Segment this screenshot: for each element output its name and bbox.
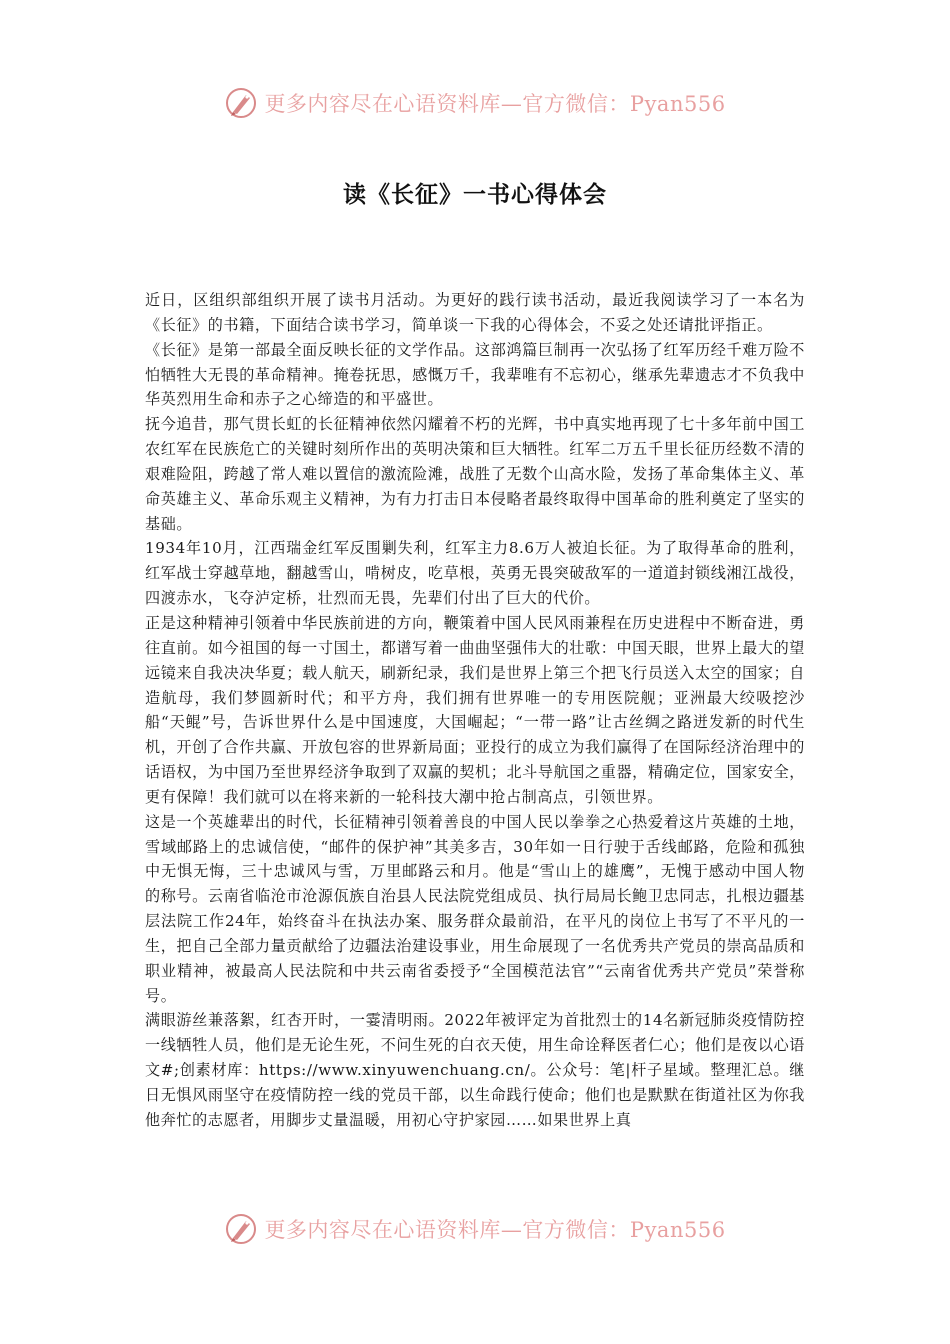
paragraph-7: 满眼游丝兼落絮，红杏开时，一霎清明雨。2022年被评定为首批烈士的14名新冠肺炎疫情防控一线牺牲人员，他们是无论生死，不问生死的白衣天使，用生命诠释医者仁心；他们是夜以心语文#;创素材库：https://www.xinyuwenchuang.cn/。公众号：笔|杆子星域。整理汇总。继日无惧风雨坚守在疫情防控一线的党员干部，以生命践行使命；他们也是默默在街道社区为你我他奔忙的志愿者，用脚步丈量温暖，用初心守护家园……如果世界上真 [145, 1011, 805, 1129]
document-body [145, 288, 805, 1133]
paragraph-4: 1934年10月，江西瑞金红军反围剿失利，红军主力8.6万人被迫长征。为了取得革命的胜利，红军战士穿越草地，翻越雪山，啃树皮，吃草根，英勇无畏突破敌军的一道道封锁线湘江战役，四渡赤水，飞夺泸定桥，壮烈而无畏，先辈们付出了巨大的代价。 [145, 539, 805, 608]
watermark-banner-bottom [0, 1206, 950, 1252]
document-title: 读《长征》一书心得体会 [343, 181, 607, 208]
watermark-text: 更多内容尽在心语资料库—官方微信：Pyan556 [264, 92, 726, 116]
paragraph-1: 近日，区组织部组织开展了读书月活动。为更好的践行读书活动，最近我阅读学习了一本名为《长征》的书籍，下面结合读书学习，简单谈一下我的心得体会，不妥之处还请批评指正。 [145, 291, 805, 334]
pen-nib-circle-icon [224, 86, 258, 120]
watermark-banner-top [0, 80, 950, 126]
paragraph-2: 《长征》是第一部最全面反映长征的文学作品。这部鸿篇巨制再一次弘扬了红军历经千难万险不怕牺牲大无畏的革命精神。掩卷抚思，感慨万千，我辈唯有不忘初心，继承先辈遗志才不负我中华英烈用生命和赤子之心缔造的和平盛世。 [145, 340, 805, 409]
pen-nib-circle-icon [224, 1212, 258, 1246]
paragraph-3: 抚今追昔，那气贯长虹的长征精神依然闪耀着不朽的光辉，书中真实地再现了七十多年前中国工农红军在民族危亡的关键时刻所作出的英明决策和巨大牺牲。红军二万五千里长征历经数不清的艰难险阻，跨越了常人难以置信的激流险滩，战胜了无数个山高水险，发扬了革命集体主义、革命英雄主义、革命乐观主义精神，为有力打击日本侵略者最终取得中国革命的胜利奠定了坚实的基础。 [145, 415, 805, 533]
paragraph-5: 正是这种精神引领着中华民族前进的方向，鞭策着中国人民风雨兼程在历史进程中不断奋进，勇往直前。如今祖国的每一寸国土，都谱写着一曲曲坚强伟大的壮歌：中国天眼，世界上最大的望远镜来自我决决华夏；载人航天，刷新纪录，我们是世界上第三个把飞行员送入太空的国家；自造航母，我们梦圆新时代；和平方舟，我们拥有世界唯一的专用医院舰；亚洲最大绞吸挖沙船“天鲲”号，告诉世界什么是中国速度，大国崛起；“一带一路”让古丝绸之路迸发新的时代生机，开创了合作共赢、开放包容的世界新局面；亚投行的成立为我们赢得了在国际经济治理中的话语权，为中国乃至世界经济争取到了双赢的契机；北斗导航国之重器，精确定位，国家安全，更有保障！我们就可以在将来新的一轮科技大潮中抢占制高点，引领世界。 [145, 613, 805, 806]
paragraph-6: 这是一个英雄辈出的时代，长征精神引领着善良的中国人民以拳拳之心热爱着这片英雄的土地，雪域邮路上的忠诚信使，“邮件的保护神”其美多吉，30年如一日行驶于舌线邮路，危险和孤独中无惧无悔，三十忠诚风与雪，万里邮路云和月。他是“雪山上的雄鹰”，无愧于感动中国人物的称号。云南省临沧市沧源佤族自治县人民法院党组成员、执行局局长鲍卫忠同志，扎根边疆基层法院工作24年，始终奋斗在执法办案、服务群众最前沿，在平凡的岗位上书写了不平凡的一生，把自己全部力量贡献给了边疆法治建设事业，用生命展现了一名优秀共产党员的崇高品质和职业精神，被最高人民法院和中共云南省委授予“全国模范法官”“云南省优秀共产党员”荣誉称号。 [145, 812, 805, 1005]
watermark-text: 更多内容尽在心语资料库—官方微信：Pyan556 [264, 1218, 726, 1242]
